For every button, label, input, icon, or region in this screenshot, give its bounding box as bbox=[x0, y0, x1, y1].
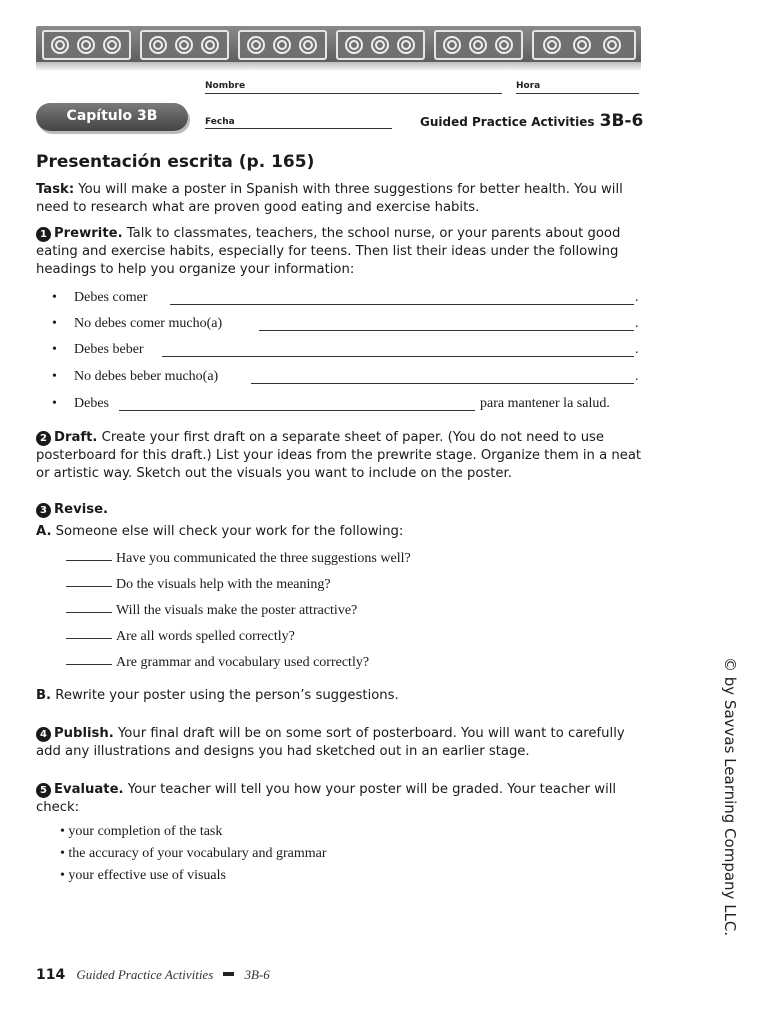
task-label: Task: bbox=[36, 182, 75, 197]
evaluate-label: Evaluate. bbox=[54, 782, 124, 797]
greek-key-ornament bbox=[140, 30, 229, 60]
chapter-label: Capítulo 3B bbox=[66, 108, 158, 124]
prewrite-text: Talk to classmates, teachers, the school nurse, or your parents about good eating and exercise habits, especially for teens. Then list their ideas under the following headings to help you organize your information: bbox=[36, 226, 621, 277]
draft-text: Create your first draft on a separate sheet of paper. (You do not need to use posterboard for this draft.) List your ideas from the prewrite stage. Organize them in a neat or artistic way. Sketch out the visuals you want to include on the poster. bbox=[36, 430, 642, 481]
greek-key-ornament bbox=[336, 30, 425, 60]
list-item: • Debes beber . bbox=[52, 342, 639, 357]
check-blank[interactable] bbox=[66, 654, 112, 665]
checklist-item bbox=[66, 550, 411, 568]
page-title: Presentación escrita (p. 165) bbox=[36, 152, 315, 172]
list-item: • No debes comer mucho(a) . bbox=[52, 316, 639, 331]
footer-text: Guided Practice Activities bbox=[76, 967, 214, 982]
check-text: Are grammar and vocabulary used correctly? bbox=[116, 655, 370, 670]
greek-key-ornament bbox=[42, 30, 131, 60]
list-item: • your effective use of visuals bbox=[60, 868, 226, 883]
revise-b-paragraph bbox=[36, 687, 646, 705]
greek-key-ornament bbox=[238, 30, 327, 60]
answer-line[interactable] bbox=[162, 356, 634, 357]
prewrite-item-label: Debes bbox=[74, 396, 109, 411]
publish-text: Your final draft will be on some sort of posterboard. You will want to carefully add any illustrations and designs you had sketched out in an earlier stage. bbox=[36, 726, 625, 759]
evaluate-item: the accuracy of your vocabulary and grammar bbox=[68, 846, 327, 861]
check-text: Have you communicated the three suggestions well? bbox=[116, 551, 411, 566]
list-item: • Debes para mantener la salud. bbox=[52, 396, 610, 411]
step-number-icon: 5 bbox=[36, 783, 51, 798]
revise-a-paragraph bbox=[36, 523, 646, 541]
copyright-notice: © by Savvas Learning Company LLC. bbox=[721, 657, 739, 937]
check-blank[interactable] bbox=[66, 628, 112, 639]
decorative-banner bbox=[36, 26, 641, 64]
line-end: . bbox=[635, 369, 639, 384]
page-footer bbox=[36, 964, 270, 983]
evaluate-text: Your teacher will tell you how your poster will be graded. Your teacher will check: bbox=[36, 782, 617, 815]
checklist-item bbox=[66, 628, 295, 646]
chapter-badge bbox=[36, 103, 188, 131]
hora-label: Hora bbox=[516, 81, 541, 91]
list-item: • your completion of the task bbox=[60, 824, 223, 839]
task-text: You will make a poster in Spanish with three suggestions for better health. You will need to research what are proven good eating and exercise habits. bbox=[36, 182, 623, 215]
evaluate-item: your completion of the task bbox=[68, 824, 223, 839]
answer-line[interactable] bbox=[259, 330, 634, 331]
draft-paragraph bbox=[36, 429, 646, 483]
line-end: para mantener la salud. bbox=[480, 396, 610, 411]
draft-label: Draft. bbox=[54, 430, 98, 445]
answer-line[interactable] bbox=[170, 304, 634, 305]
list-item: • No debes beber mucho(a) . bbox=[52, 369, 639, 384]
nombre-label: Nombre bbox=[205, 81, 246, 91]
step-number-icon: 4 bbox=[36, 727, 51, 742]
list-item: • Debes comer . bbox=[52, 290, 639, 305]
revise-label: Revise. bbox=[54, 502, 109, 517]
fecha-label: Fecha bbox=[205, 117, 235, 127]
hora-field[interactable] bbox=[516, 93, 639, 94]
activity-number: 3B-6 bbox=[599, 111, 644, 131]
step-number-icon: 2 bbox=[36, 431, 51, 446]
prewrite-paragraph bbox=[36, 225, 646, 279]
revise-heading bbox=[36, 501, 646, 519]
prewrite-item-label: No debes comer mucho(a) bbox=[74, 316, 223, 331]
footer-code: 3B-6 bbox=[244, 967, 270, 982]
prewrite-label: Prewrite. bbox=[54, 226, 123, 241]
footer-dash bbox=[223, 972, 234, 976]
prewrite-item-label: Debes beber bbox=[74, 342, 144, 357]
evaluate-paragraph bbox=[36, 781, 636, 817]
prewrite-item-label: No debes beber mucho(a) bbox=[74, 369, 219, 384]
prewrite-item-label: Debes comer bbox=[74, 290, 148, 305]
answer-line[interactable] bbox=[119, 410, 475, 411]
check-blank[interactable] bbox=[66, 602, 112, 613]
check-text: Will the visuals make the poster attractive? bbox=[116, 603, 358, 618]
page-number: 114 bbox=[36, 967, 66, 983]
check-text: Are all words spelled correctly? bbox=[116, 629, 295, 644]
step-number-icon: 3 bbox=[36, 503, 51, 518]
line-end: . bbox=[635, 342, 639, 357]
check-blank[interactable] bbox=[66, 550, 112, 561]
line-end: . bbox=[635, 316, 639, 331]
revise-a-text: Someone else will check your work for the following: bbox=[55, 524, 404, 539]
fecha-field[interactable] bbox=[205, 128, 392, 129]
activity-heading bbox=[420, 111, 643, 131]
revise-a-label: A. bbox=[36, 524, 52, 539]
check-text: Do the visuals help with the meaning? bbox=[116, 577, 331, 592]
publish-label: Publish. bbox=[54, 726, 114, 741]
publish-paragraph bbox=[36, 725, 636, 761]
answer-line[interactable] bbox=[251, 383, 634, 384]
nombre-field[interactable] bbox=[205, 93, 502, 94]
task-paragraph bbox=[36, 181, 646, 217]
checklist-item bbox=[66, 602, 357, 620]
activity-label: Guided Practice Activities bbox=[420, 115, 595, 129]
evaluate-item: your effective use of visuals bbox=[68, 868, 226, 883]
list-item: • the accuracy of your vocabulary and grammar bbox=[60, 846, 327, 861]
checklist-item bbox=[66, 576, 331, 594]
checklist-item bbox=[66, 654, 369, 672]
check-blank[interactable] bbox=[66, 576, 112, 587]
line-end: . bbox=[635, 290, 639, 305]
revise-b-label: B. bbox=[36, 688, 52, 703]
step-number-icon: 1 bbox=[36, 227, 51, 242]
revise-b-text: Rewrite your poster using the person’s suggestions. bbox=[55, 688, 399, 703]
greek-key-ornament bbox=[532, 30, 636, 60]
banner-shadow bbox=[36, 62, 641, 70]
greek-key-ornament bbox=[434, 30, 523, 60]
